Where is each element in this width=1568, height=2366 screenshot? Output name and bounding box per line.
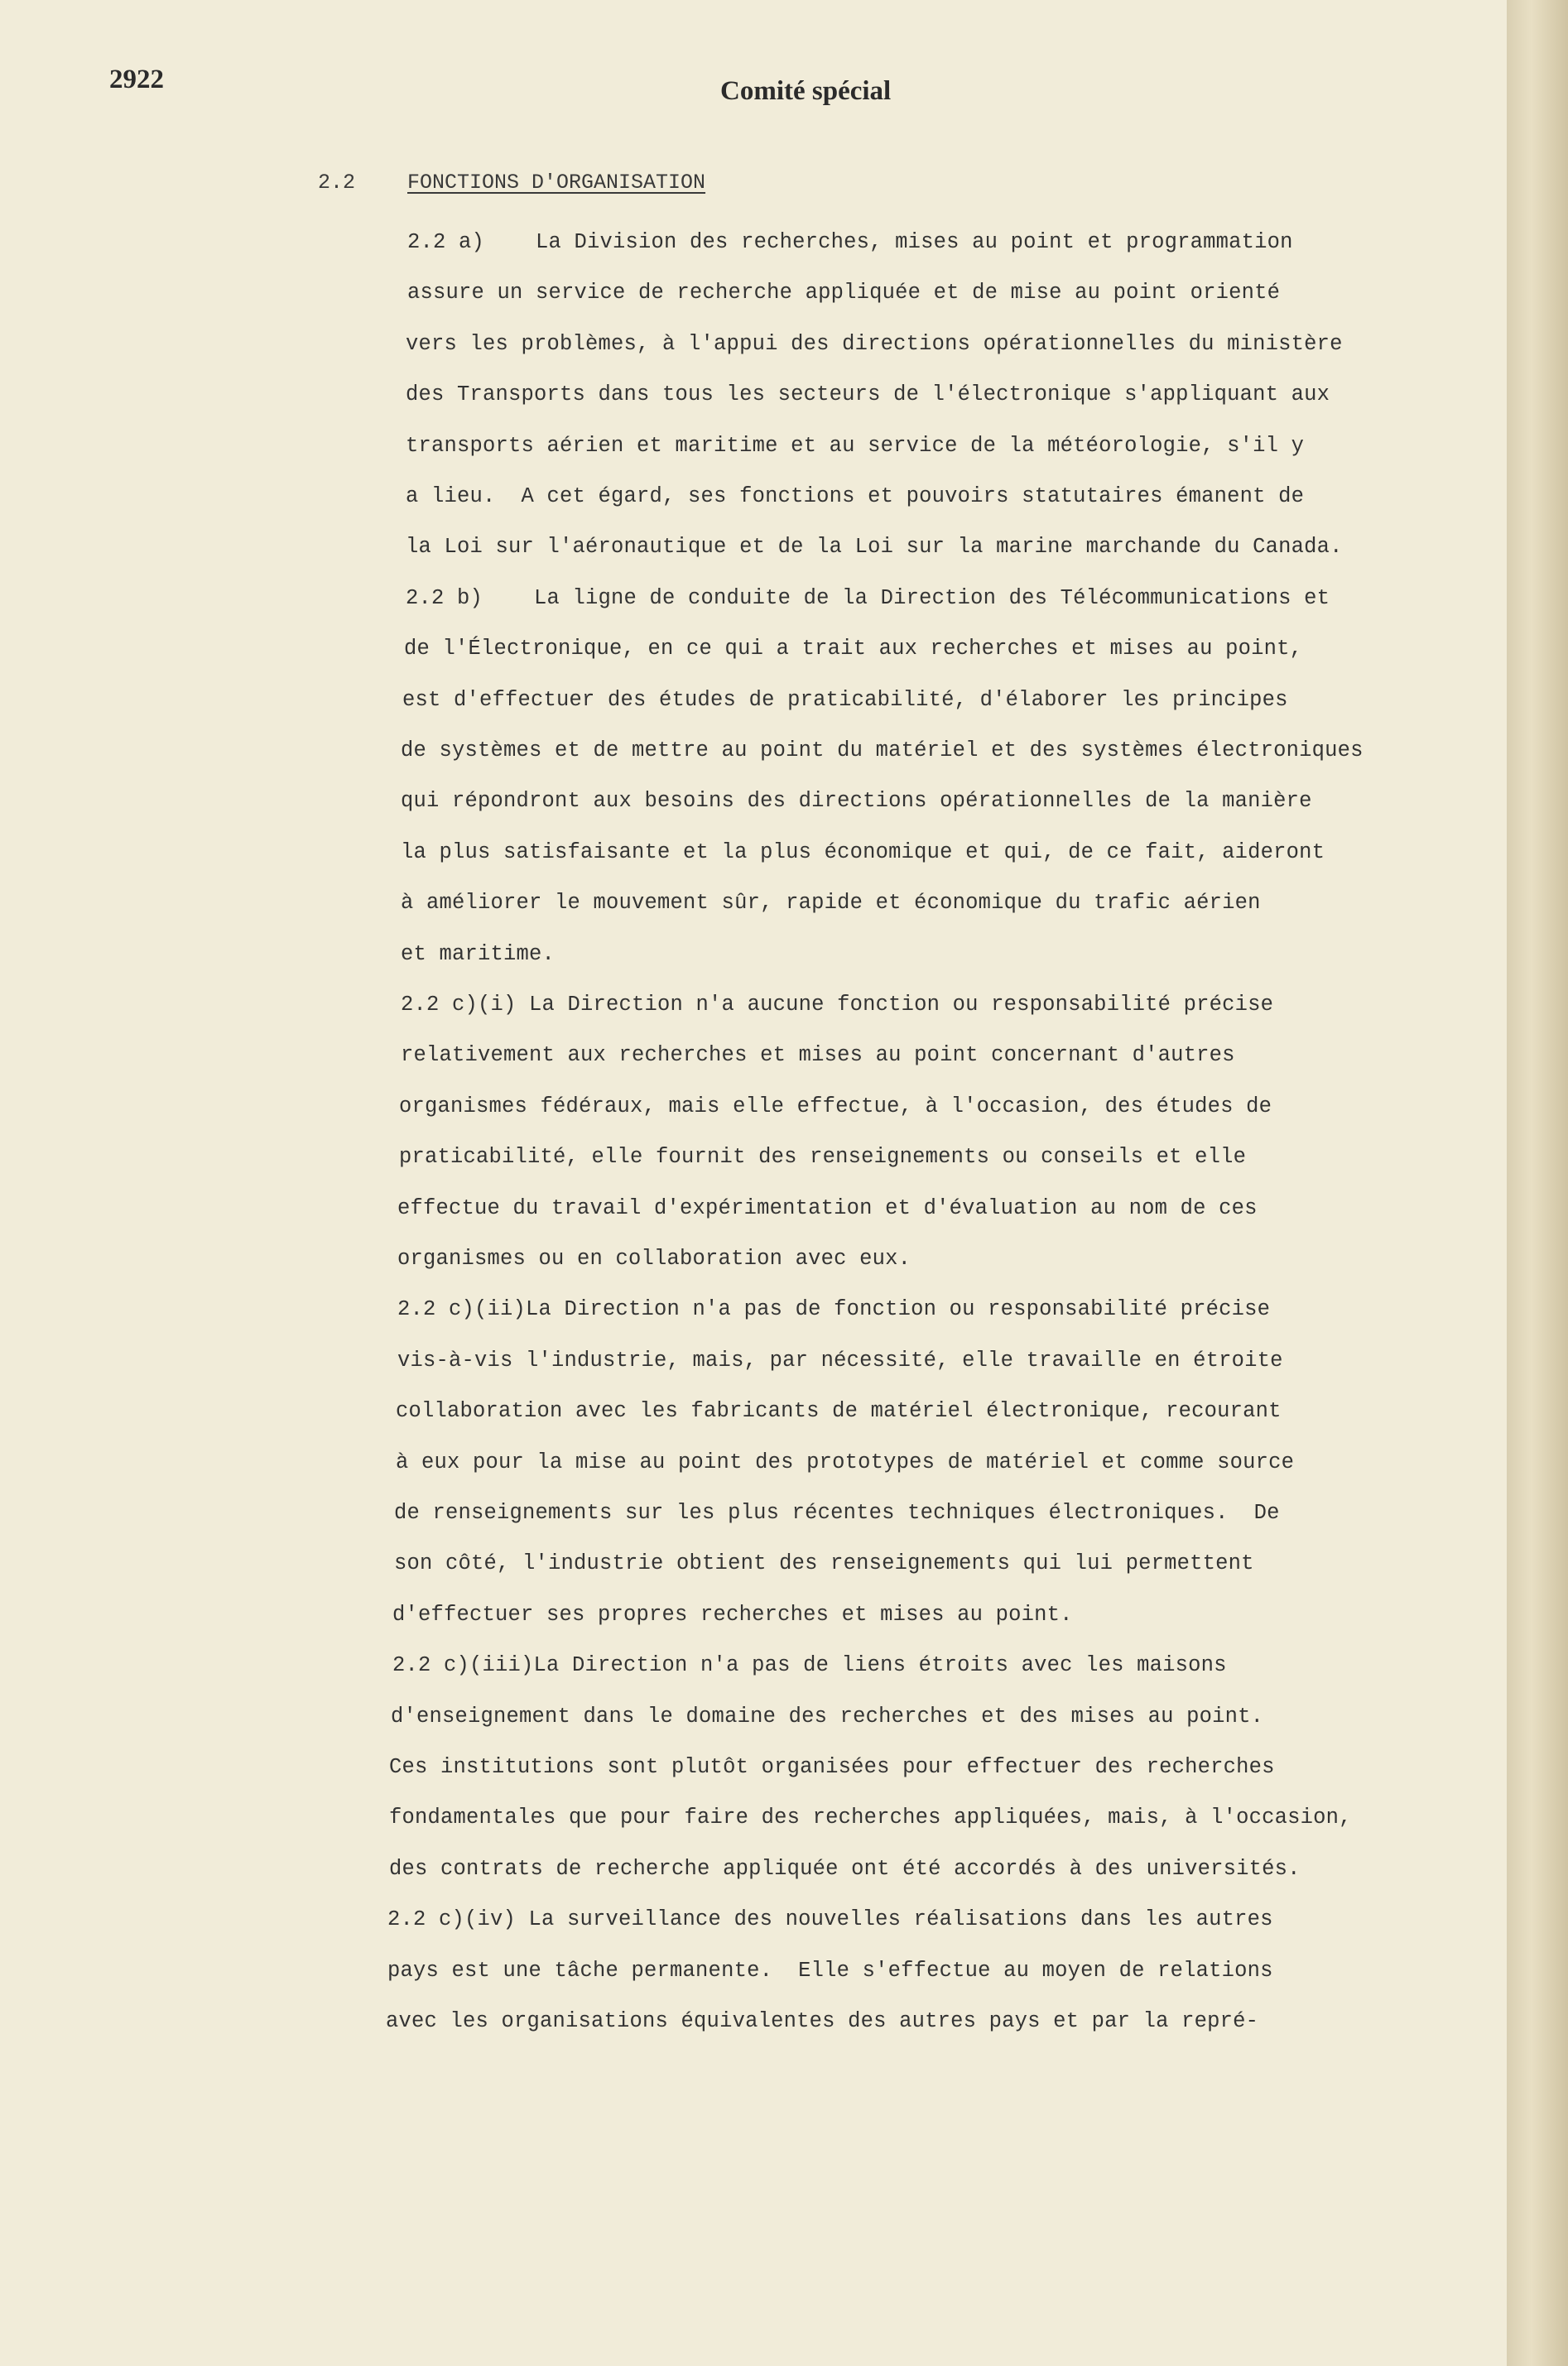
text-line: organismes ou en collaboration avec eux.: [397, 1247, 911, 1271]
text-line: la plus satisfaisante et la plus économique et qui, de ce fait, aideront: [401, 840, 1325, 864]
text-line: son côté, l'industrie obtient des renseignements qui lui permettent: [394, 1551, 1254, 1575]
text-line: assure un service de recherche appliquée et de mise au point orienté: [407, 281, 1281, 305]
text-line: 2.2 c)(i) La Direction n'a aucune fonction ou responsabilité précise: [401, 993, 1274, 1017]
text-line: a lieu. A cet égard, ses fonctions et pouvoirs statutaires émanent de: [406, 484, 1305, 508]
text-line: effectue du travail d'expérimentation et d'évaluation au nom de ces: [397, 1196, 1258, 1220]
text-line: transports aérien et maritime et au service de la météorologie, s'il y: [406, 434, 1305, 458]
page-number: 2922: [109, 65, 164, 94]
text-line: de l'Électronique, en ce qui a trait aux recherches et mises au point,: [404, 637, 1303, 661]
section-number: 2.2: [318, 171, 356, 195]
text-line: des Transports dans tous les secteurs de l'électronique s'appliquant aux: [406, 382, 1330, 406]
text-line: de renseignements sur les plus récentes techniques électroniques. De: [394, 1501, 1280, 1525]
section-title: FONCTIONS D'ORGANISATION: [407, 171, 706, 195]
book-spine-edge: [1507, 0, 1568, 2366]
text-line: et maritime.: [401, 942, 556, 966]
text-line: d'enseignement dans le domaine des recherches et des mises au point.: [391, 1705, 1264, 1729]
text-line: collaboration avec les fabricants de matériel électronique, recourant: [396, 1399, 1282, 1423]
text-line: la Loi sur l'aéronautique et de la Loi sur la marine marchande du Canada.: [406, 535, 1343, 559]
running-head: Comité spécial: [720, 76, 892, 106]
text-line: pays est une tâche permanente. Elle s'effectue au moyen de relations: [387, 1959, 1273, 1983]
text-line: Ces institutions sont plutôt organisées pour effectuer des recherches: [389, 1755, 1275, 1779]
text-line: 2.2 b) La ligne de conduite de la Direction des Télécommunications et: [406, 586, 1330, 610]
text-line: vis-à-vis l'industrie, mais, par nécessité, elle travaille en étroite: [397, 1349, 1283, 1373]
text-line: 2.2 c)(iv) La surveillance des nouvelles réalisations dans les autres: [387, 1907, 1273, 1931]
text-line: fondamentales que pour faire des recherches appliquées, mais, à l'occasion,: [389, 1806, 1352, 1830]
text-line: 2.2 a) La Division des recherches, mises au point et programmation: [407, 230, 1293, 254]
text-line: relativement aux recherches et mises au point concernant d'autres: [401, 1043, 1235, 1067]
text-line: avec les organisations équivalentes des autres pays et par la repré-: [386, 2009, 1259, 2033]
text-line: praticabilité, elle fournit des renseignements ou conseils et elle: [399, 1145, 1247, 1169]
text-line: des contrats de recherche appliquée ont été accordés à des universités.: [389, 1857, 1301, 1881]
text-line: organismes fédéraux, mais elle effectue, à l'occasion, des études de: [399, 1094, 1272, 1118]
text-line: de systèmes et de mettre au point du matériel et des systèmes électroniques: [401, 738, 1364, 762]
text-line: d'effectuer ses propres recherches et mises au point.: [392, 1603, 1073, 1627]
text-line: 2.2 c)(ii)La Direction n'a pas de fonction ou responsabilité précise: [397, 1297, 1271, 1321]
text-line: à améliorer le mouvement sûr, rapide et économique du trafic aérien: [401, 891, 1261, 915]
text-line: qui répondront aux besoins des directions opérationnelles de la manière: [401, 789, 1312, 813]
text-line: 2.2 c)(iii)La Direction n'a pas de liens étroits avec les maisons: [392, 1653, 1227, 1677]
text-line: à eux pour la mise au point des prototypes de matériel et comme source: [396, 1450, 1295, 1474]
text-line: vers les problèmes, à l'appui des directions opérationnelles du ministère: [406, 332, 1343, 356]
text-line: est d'effectuer des études de praticabilité, d'élaborer les principes: [402, 688, 1288, 712]
